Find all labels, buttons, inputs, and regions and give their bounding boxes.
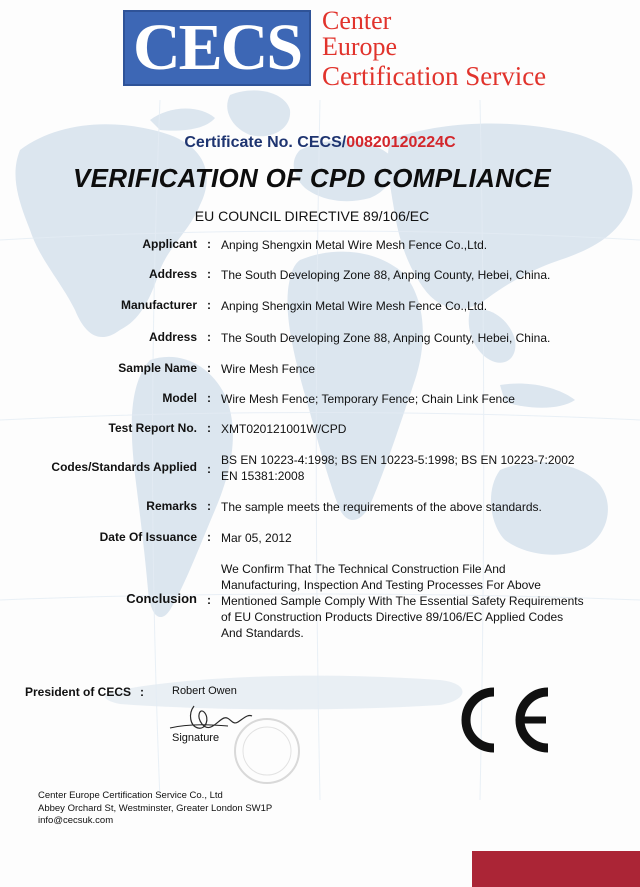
field-label: Sample Name [118, 361, 197, 375]
field-colon: : [207, 499, 211, 513]
field-value: Wire Mesh Fence; Temporary Fence; Chain Link Fence [221, 392, 515, 406]
company-footer [38, 790, 272, 828]
field-label: Remarks [146, 499, 197, 513]
conclusion-line: We Confirm That The Technical Construction File And [221, 562, 506, 576]
signatory-name: Robert Owen [172, 685, 237, 697]
ce-mark-icon [450, 684, 554, 756]
field-colon: : [207, 361, 211, 375]
footer-company: Center Europe Certification Service Co., Ltd [38, 790, 223, 801]
field-label: Conclusion [126, 591, 197, 606]
field-colon: : [207, 267, 211, 281]
field-value: XMT020121001W/CPD [221, 422, 347, 436]
field-colon: : [207, 298, 211, 312]
corner-decoration [472, 851, 640, 887]
president-label: President of CECS [25, 685, 132, 699]
field-value: Wire Mesh Fence [221, 362, 316, 376]
codes-line-1: BS EN 10223-4:1998; BS EN 10223-5:1998; BS EN 10223-7:2002 [221, 453, 575, 467]
logo-acronym: CECS [132, 11, 302, 84]
field-value: Mar 05, 2012 [221, 531, 292, 545]
field-label: Address [148, 267, 197, 281]
logo-line-certification-service: Certification Service [322, 61, 547, 91]
codes-line-2: EN 15381:2008 [221, 469, 305, 483]
field-label: Applicant [142, 237, 197, 251]
conclusion-line: of EU Construction Products Directive 89/106/EC Applied Codes [221, 610, 564, 624]
field-label: Date Of Issuance [99, 530, 197, 544]
directive-heading: EU COUNCIL DIRECTIVE 89/106/EC [194, 208, 430, 224]
page-title: VERIFICATION OF CPD COMPLIANCE [73, 163, 551, 193]
field-value [221, 452, 611, 484]
field-colon: : [207, 237, 211, 251]
field-value: Anping Shengxin Metal Wire Mesh Fence Co.,Ltd. [221, 299, 488, 313]
field-label: Codes/Standards Applied [51, 460, 197, 474]
field-value: The South Developing Zone 88, Anping County, Hebei, China. [221, 331, 551, 345]
certificate-prefix: Certificate No. CECS/ [184, 134, 347, 151]
field-colon: : [207, 530, 211, 544]
field-value: The South Developing Zone 88, Anping County, Hebei, China. [221, 268, 551, 282]
logo-line-europe: Europe [322, 32, 398, 61]
field-label: Test Report No. [108, 421, 197, 435]
president-colon: : [140, 685, 144, 699]
field-label: Manufacturer [120, 298, 197, 312]
field-value: The sample meets the requirements of the above standards. [221, 500, 542, 514]
field-colon: : [207, 421, 211, 435]
conclusion-line: And Standards. [221, 626, 304, 640]
footer-address: Abbey Orchard St, Westminster, Greater London SW1P [38, 802, 273, 814]
signature-caption: Signature [172, 732, 220, 744]
conclusion-line: Mentioned Sample Comply With The Essential Safety Requirements [221, 594, 584, 608]
conclusion-line: Manufacturing, Inspection And Testing Processes For Above [221, 578, 541, 592]
certificate-number [0, 134, 640, 152]
cecs-logo [123, 10, 311, 86]
logo-line-center: Center [322, 6, 392, 35]
field-value [221, 561, 611, 641]
field-colon: : [207, 391, 211, 405]
field-colon: : [207, 330, 211, 344]
field-value: Anping Shengxin Metal Wire Mesh Fence Co.,Ltd. [221, 238, 488, 252]
field-label: Address [148, 330, 197, 344]
field-colon: : [207, 462, 211, 476]
stamp-seal-icon [232, 716, 302, 786]
certificate-number-value: 00820120224C [346, 134, 456, 151]
footer-email: info@cecsuk.com [38, 815, 114, 826]
field-colon: : [207, 593, 211, 607]
field-label: Model [162, 391, 197, 405]
